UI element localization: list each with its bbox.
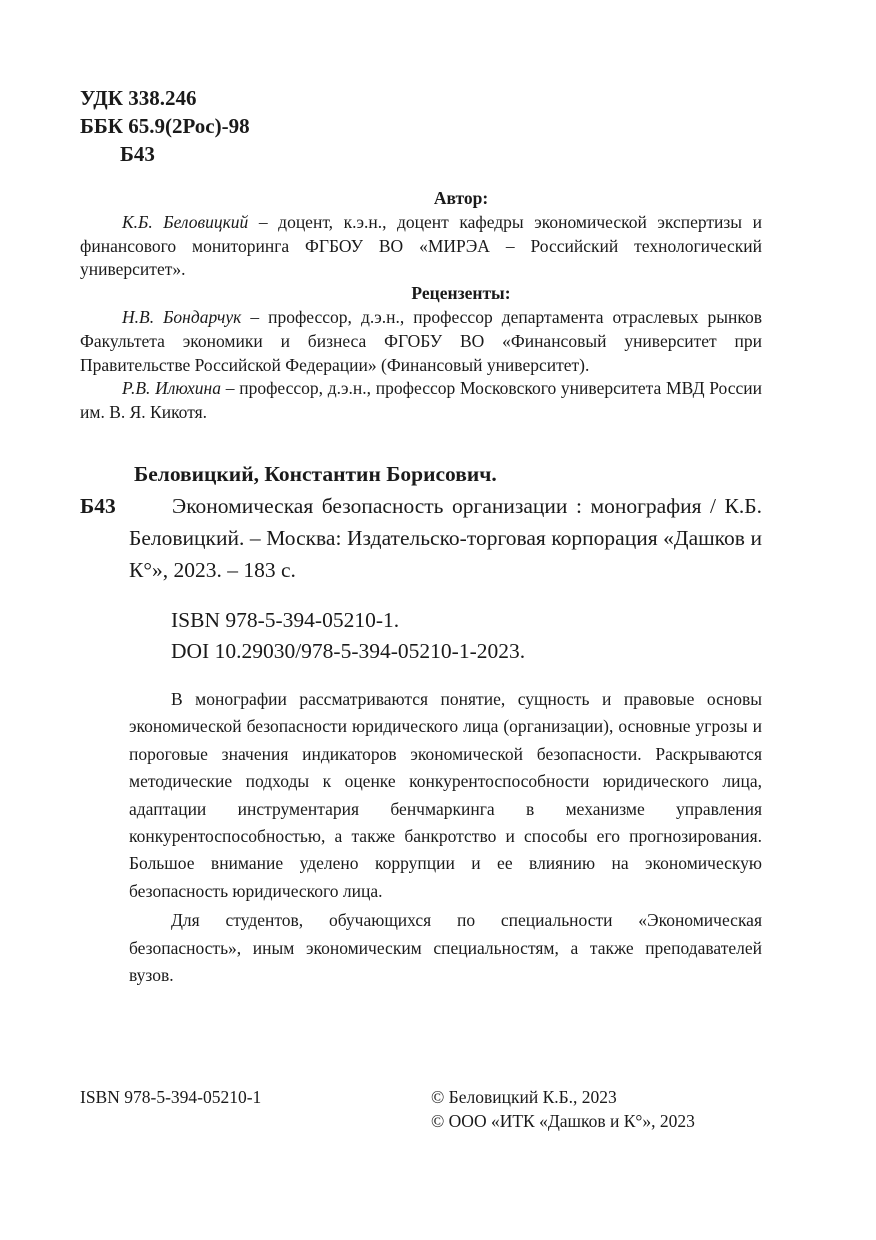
catalog-entry xyxy=(80,490,762,586)
audience-paragraph: Для студентов, обучающихся по специальности «Экономическая безопасность», иным экономическим специальностям, а также преподавателей вузов. xyxy=(129,910,762,986)
title-page-verso xyxy=(80,84,762,991)
reviewer-entry xyxy=(80,306,762,377)
catalog-description: Экономическая безопасность организации : монография / К.Б. Беловицкий. – Москва: Издательско-торговая корпорация «Дашков и К°», 2023. – 183 с. xyxy=(129,493,762,582)
copyright-author: © Беловицкий К.Б., 2023 xyxy=(431,1087,617,1107)
author-heading: Автор: xyxy=(433,188,489,208)
reviewer-name: Н.В. Бондарчук xyxy=(122,306,242,327)
author-mark: Б43 xyxy=(120,142,155,166)
reviewer-name: Р.В. Илюхина xyxy=(122,378,221,399)
author-details: – доцент, к.э.н., доцент кафедры экономической экспертизы и финансового мониторинга ФГБОУ ВО «МИРЭА – Российский технологический университет». xyxy=(80,211,762,280)
abstract-paragraph: В монографии рассматриваются понятие, сущность и правовые основы экономической безопасности юридического лица (организации), основные угрозы и пороговые значения индикаторов экономической безопасности. Раскрываются методические подходы к оценке конкурентоспособности юридического лица, адаптации инструментария бенчмаркинга в механизме управления конкурентоспособностью, а также банкротство и способы его прогнозирования. Большое внимание уделено коррупции и ее влиянию на экономическую безопасность юридического лица. xyxy=(129,688,762,901)
reviewer-details: – профессор, д.э.н., профессор Московского университета МВД России им. В. Я. Кикотя. xyxy=(80,378,763,423)
abstract xyxy=(80,686,762,989)
catalog-code: Б43 xyxy=(80,493,116,518)
catalog-author-heading: Беловицкий, Константин Борисович. xyxy=(134,461,497,486)
bbk-code: ББК 65.9(2Рос)-98 xyxy=(80,114,250,138)
copyright-publisher: © ООО «ИТК «Дашков и К°», 2023 xyxy=(431,1111,695,1131)
catalog-card xyxy=(80,458,762,586)
identifiers-block xyxy=(80,605,762,667)
copyright-block xyxy=(431,1085,695,1133)
classification-codes xyxy=(80,84,762,168)
doi-line: DOI 10.29030/978-5-394-05210-1-2023. xyxy=(171,638,526,663)
author-entry xyxy=(80,211,762,282)
footer-isbn: ISBN 978-5-394-05210-1 xyxy=(80,1087,262,1107)
reviewers-heading: Рецензенты: xyxy=(411,283,511,304)
reviewer-entry xyxy=(80,377,762,425)
udk-code: УДК 338.246 xyxy=(80,86,197,110)
author-name: К.Б. Беловицкий xyxy=(122,211,249,232)
credits-block xyxy=(80,187,762,425)
isbn-line: ISBN 978-5-394-05210-1. xyxy=(171,607,400,632)
reviewer-details: – профессор, д.э.н., профессор департамента отраслевых рынков Факультета экономики и бизнеса ФГОБУ ВО «Финансовый университет при Правительстве Российской Федерации» (Финансовый университет). xyxy=(80,306,763,375)
